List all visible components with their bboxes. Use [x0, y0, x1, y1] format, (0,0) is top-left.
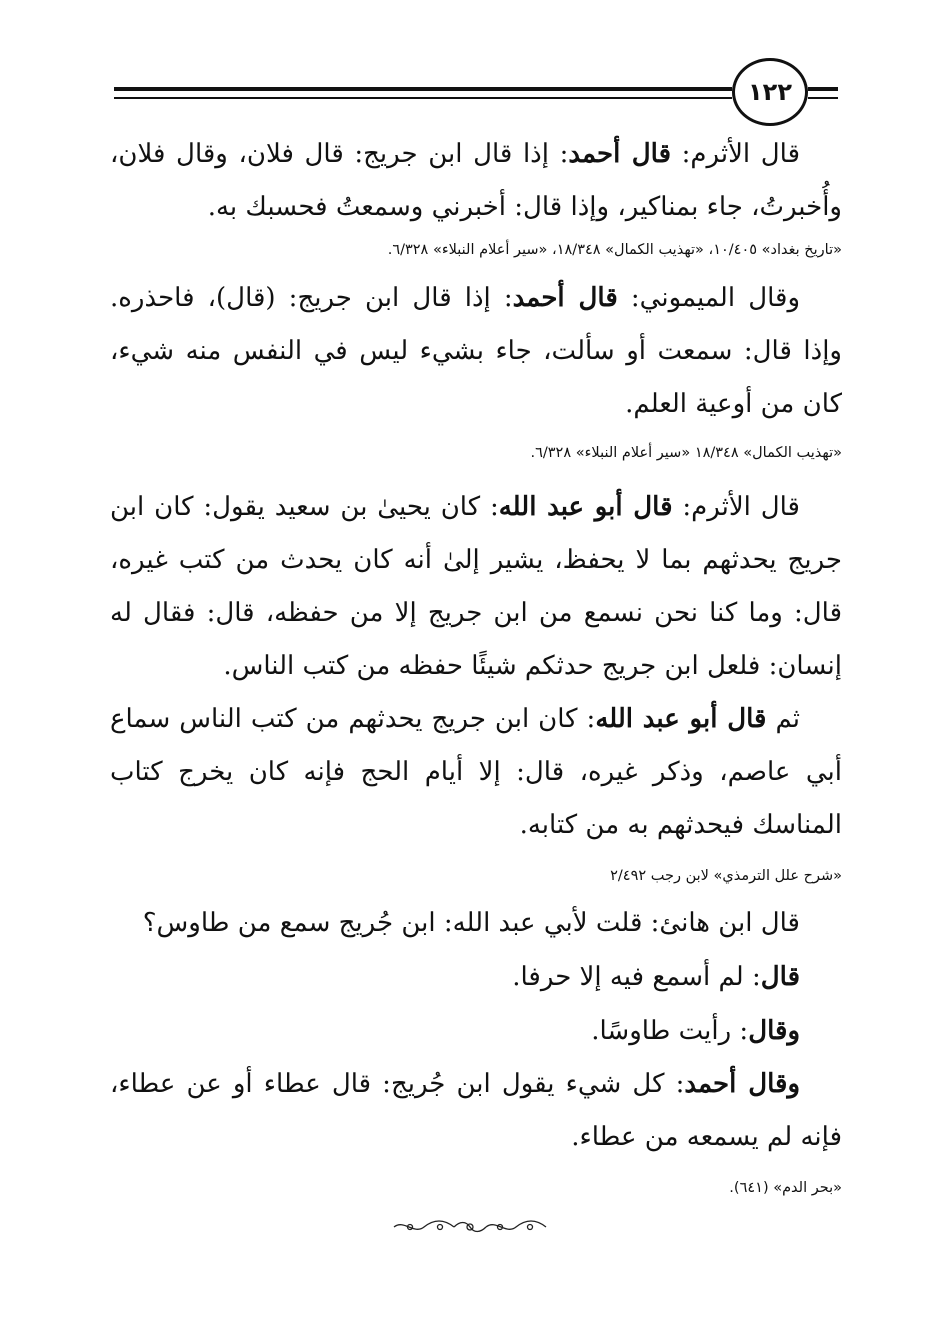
page-number: ١٢٢	[732, 58, 808, 126]
header-rule-right-thin	[808, 97, 838, 99]
entry-3-text: : كان يحيىٰ بن سعيد يقول: كان ابن جريج يحدثهم بما لا يحفظ، يشير إلىٰ أنه كان يحدث من كتب غيره، قال: وما كنا نحن نسمع من ابن جريج إلا من حفظه، قال: فقال له إنسان: فلعل ابن جريج حدثكم شيئًا حفظه من كتب الناس.	[110, 492, 842, 681]
entry-4-source: «بحر الدم» (٦٤١).	[729, 1180, 842, 1196]
entry-3-bold-2: قال أبو عبد الله	[595, 704, 767, 734]
entry-3-paragraph	[110, 481, 842, 693]
entry-4-text: : كل شيء يقول ابن جُريج: قال عطاء أو عن عطاء، فإنه لم يسمعه من عطاء.	[110, 1069, 842, 1152]
entry-2-bold: قال أحمد	[512, 283, 618, 313]
entry-2-paragraph	[110, 272, 842, 431]
entry-4-paragraph	[110, 1058, 842, 1164]
entry-1-bold: قال أحمد	[568, 139, 672, 169]
entry-4-line-3-bold: وقال	[748, 1016, 800, 1046]
entry-3-lead-2: ثم	[766, 704, 800, 734]
entry-2-text: : إذا قال ابن جريج: (قال)، فاحذره. وإذا قال: سمعت أو سألت، جاء بشيء ليس في النفس منه شيء، كان من أوعية العلم.	[110, 283, 842, 419]
ornament-icon	[390, 1218, 550, 1236]
entry-1-source: «تاريخ بغداد» ١٠/٤٠٥، «تهذيب الكمال» ١٨/٣٤٨، «سير أعلام النبلاء» ٦/٣٢٨.	[387, 242, 842, 258]
entry-3-paragraph-2	[110, 693, 842, 852]
entry-4-line-1: قال ابن هانئ: قلت لأبي عبد الله: ابن جُريج سمع من طاوس؟	[142, 908, 800, 938]
ornament-divider	[0, 1218, 939, 1240]
entry-2-lead: وقال الميموني:	[617, 283, 800, 313]
entry-3-text-2: : كان ابن جريج يحدثهم من كتب الناس سماع أبي عاصم، وذكر غيره، قال: إلا أيام الحج فإنه كان يخرج كتاب المناسك فيحدثهم به من كتابه.	[110, 704, 843, 840]
entry-3-bold: قال أبو عبد الله	[498, 492, 673, 522]
entry-1-text: : إذا قال ابن جريج: قال فلان، وقال فلان، وأُخبرتُ، جاء بمناكير، وإذا قال: أخبرني وسمعتُ فحسبك به.	[110, 139, 842, 222]
entry-4-line-3-text: : رأيت طاوسًا.	[591, 1016, 749, 1046]
entry-3-lead: قال الأثرم:	[672, 492, 800, 522]
header-rule-right-thick	[808, 87, 838, 91]
entry-4-bold: وقال أحمد	[684, 1069, 800, 1099]
entry-3-source: «شرح علل الترمذي» لابن رجب ٢/٤٩٢	[610, 868, 842, 884]
entry-4-line-2-bold: قال	[760, 962, 800, 992]
entry-4-line-2	[110, 950, 842, 1004]
header-rule-thick	[114, 87, 732, 91]
entry-2-source: «تهذيب الكمال» ١٨/٣٤٨ «سير أعلام النبلاء» ٦/٣٢٨.	[530, 445, 842, 461]
entry-4-line-2-text: : لم أسمع فيه إلا حرفا.	[512, 962, 761, 992]
page-body	[110, 128, 842, 1210]
entry-1-paragraph	[110, 128, 842, 234]
header-rule-thin	[114, 97, 732, 99]
entry-4-line-3	[110, 1004, 842, 1058]
page-header	[0, 0, 939, 130]
entry-1-lead: قال الأثرم:	[671, 139, 800, 169]
